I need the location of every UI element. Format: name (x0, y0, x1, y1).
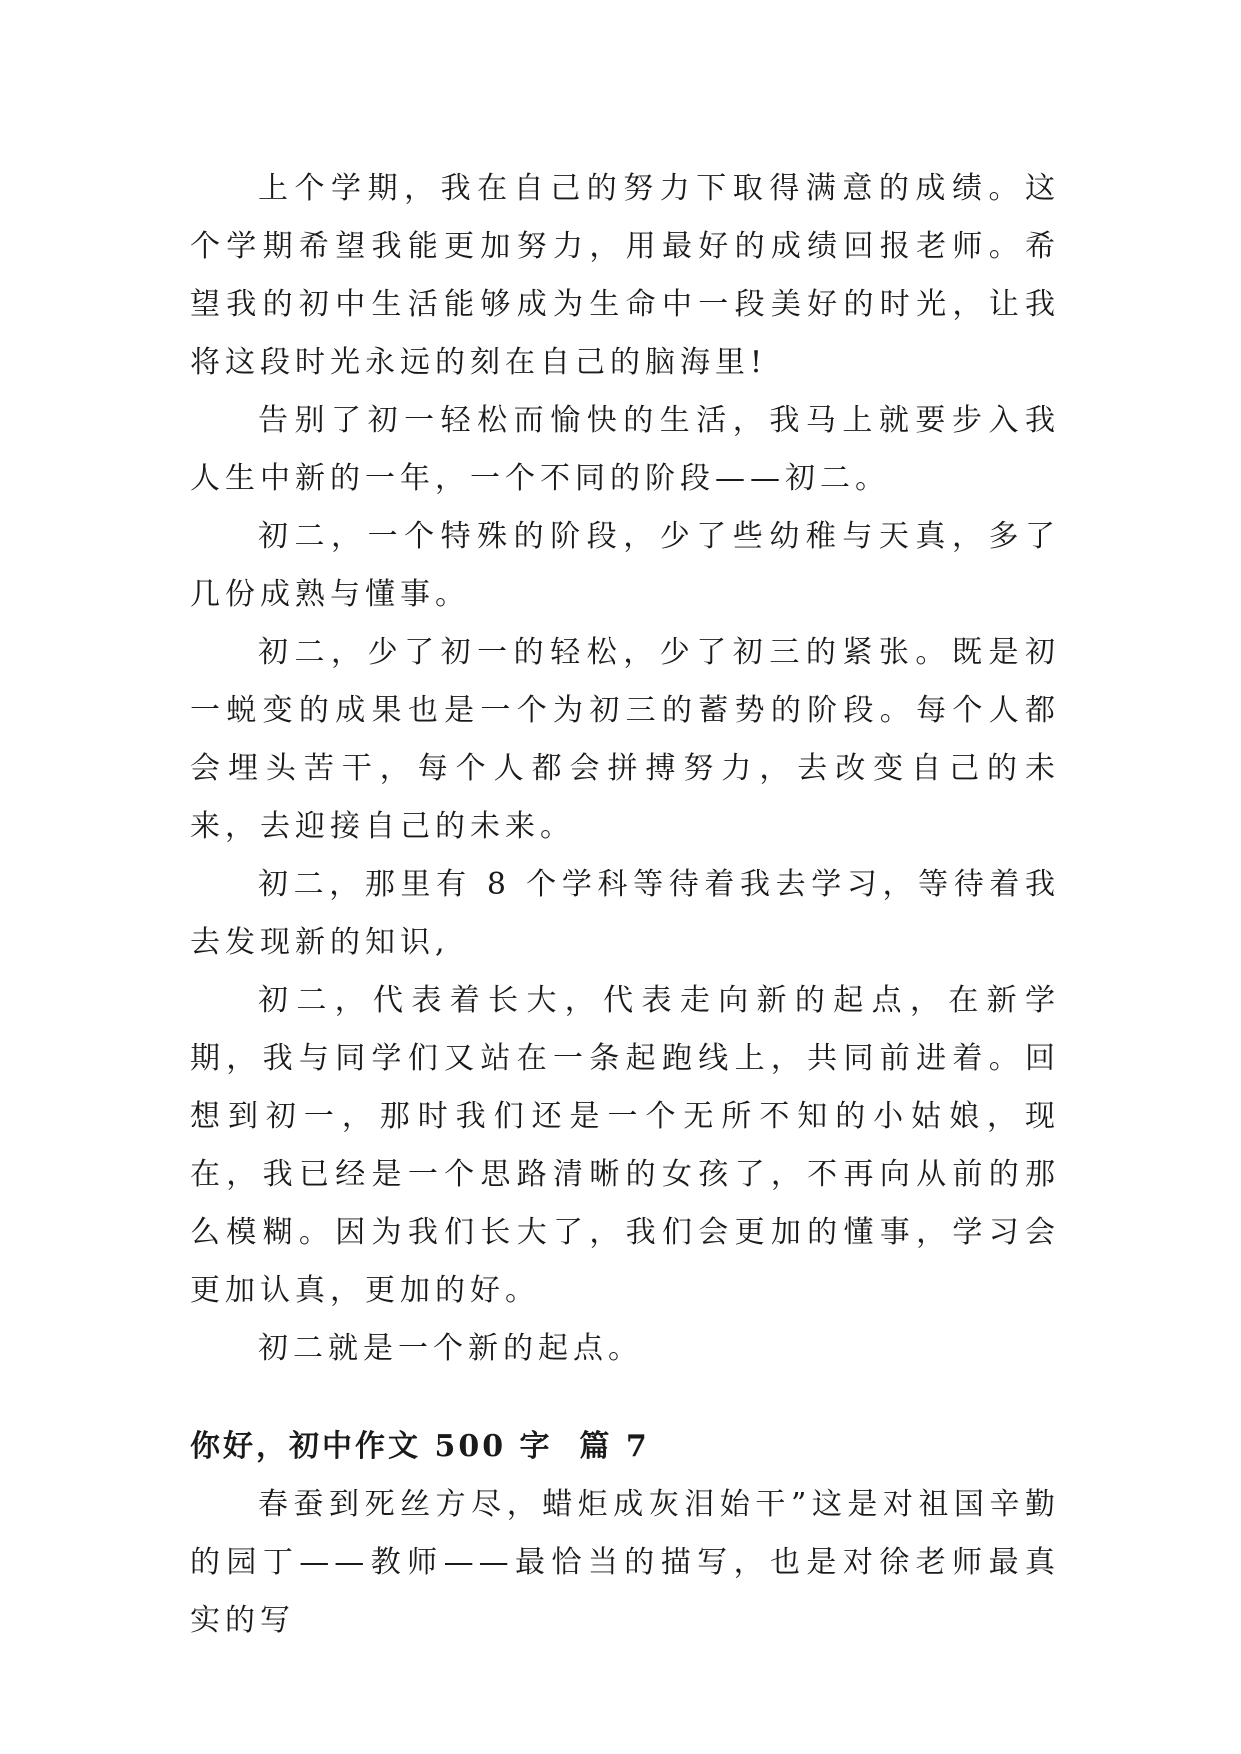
paragraph: 初二，那里有 8 个学科等待着我去学习，等待着我去发现新的知识, (190, 867, 1060, 960)
paragraph: 初二，少了初一的轻松，少了初三的紧张。既是初一蜕变的成果也是一个为初三的蓄势的阶段。每个人都会埋头苦干，每个人都会拼搏努力，去改变自己的未来，去迎接自己的未来。 (190, 635, 1060, 844)
paragraph: 初二就是一个新的起点。 (258, 1331, 643, 1366)
section-heading: 你好，初中作文 500 字 篇 7 (190, 1429, 650, 1464)
paragraph: 初二，一个特殊的阶段，少了些幼稚与天真，多了几份成熟与懂事。 (190, 519, 1060, 612)
document-body (190, 160, 1060, 1650)
paragraph: 春蚕到死丝方尽，蜡炬成灰泪始干”这是对祖国辛勤的园丁——教师——最恰当的描写，也是对徐老师最真实的写 (190, 1487, 1060, 1638)
paragraph: 上个学期，我在自己的努力下取得满意的成绩。这个学期希望我能更加努力，用最好的成绩回报老师。希望我的初中生活能够成为生命中一段美好的时光，让我将这段时光永远的刻在自己的脑海里! (190, 171, 1060, 380)
paragraph: 初二，代表着长大，代表走向新的起点，在新学期，我与同学们又站在一条起跑线上，共同前进着。回想到初一，那时我们还是一个无所不知的小姑娘，现在，我已经是一个思路清晰的女孩了，不再向从前的那么模糊。因为我们长大了，我们会更加的懂事，学习会更加认真，更加的好。 (190, 983, 1060, 1308)
paragraph: 告别了初一轻松而愉快的生活，我马上就要步入我人生中新的一年，一个不同的阶段——初二。 (190, 403, 1060, 496)
